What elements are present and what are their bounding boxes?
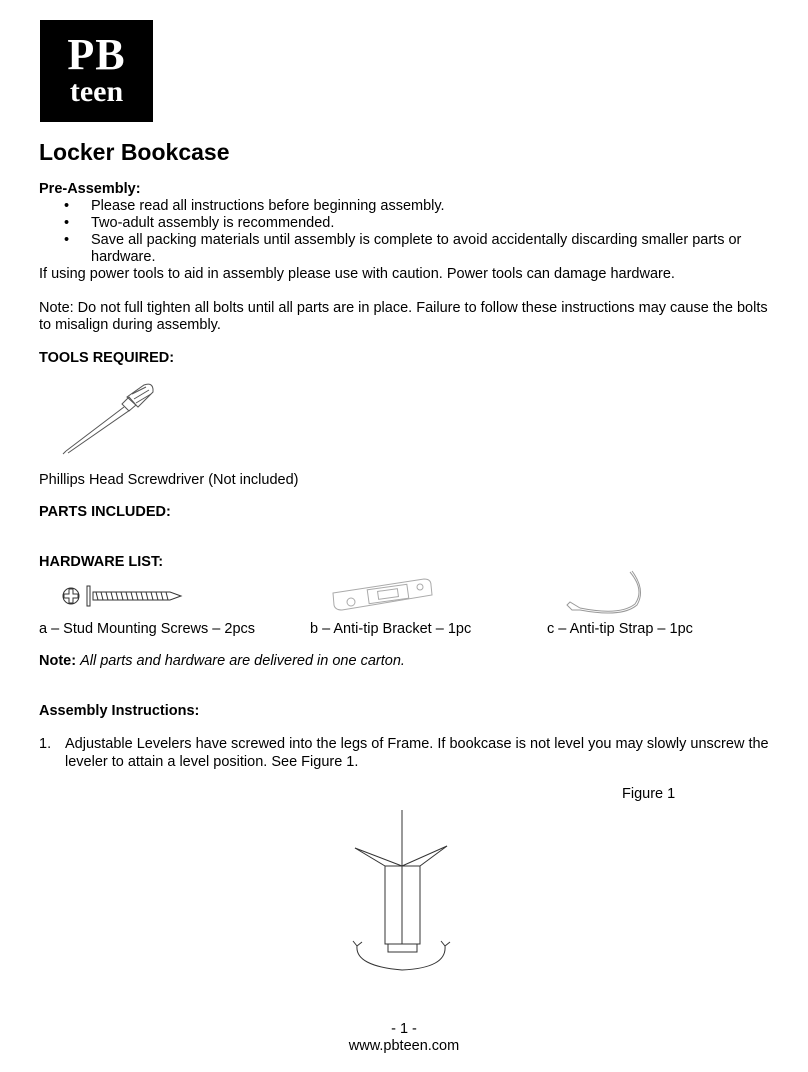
logo-text-pb: PB — [67, 30, 126, 79]
logo-text-teen: teen — [69, 75, 124, 108]
hardware-item-b: b – Anti-tip Bracket – 1pc — [310, 621, 472, 637]
assembly-heading: Assembly Instructions: — [39, 703, 200, 719]
parts-heading: PARTS INCLUDED: — [39, 504, 171, 520]
assembly-step — [39, 735, 779, 771]
hardware-note-text: All parts and hardware are delivered in one carton. — [80, 653, 405, 669]
step-number: 1. — [39, 736, 52, 752]
screwdriver-caption: Phillips Head Screwdriver (Not included) — [39, 472, 299, 488]
pre-assembly-heading: Pre-Assembly: — [39, 181, 141, 197]
page-title: Locker Bookcase — [39, 139, 230, 165]
page-number: - 1 - — [391, 1021, 417, 1037]
figure-label: Figure 1 — [622, 786, 676, 802]
hardware-heading: HARDWARE LIST: — [39, 554, 164, 570]
figure-1-leveler-diagram — [345, 808, 465, 978]
list-item: • Two-adult assembly is recommended. — [40, 215, 770, 232]
footer-url: www.pbteen.com — [348, 1038, 460, 1054]
list-item: • Please read all instructions before beginning assembly. — [40, 198, 770, 215]
strap-icon — [560, 568, 645, 618]
hardware-note-label: Note: — [39, 653, 77, 669]
screw-icon — [60, 583, 184, 609]
bolt-note: Note: Do not full tighten all bolts until all parts are in place. Failure to follow these instructions may cause the bolts to misalign during assembly. — [39, 300, 768, 333]
power-tools-note: If using power tools to aid in assembly please use with caution. Power tools can damage hardware. — [39, 266, 675, 282]
hardware-item-c: c – Anti-tip Strap – 1pc — [547, 621, 693, 637]
hardware-note — [39, 652, 405, 670]
bracket-icon — [328, 575, 438, 615]
hardware-item-a: a – Stud Mounting Screws – 2pcs — [39, 621, 256, 637]
pbteen-logo — [40, 20, 153, 122]
step-text: Adjustable Levelers have screwed into the legs of Frame. If bookcase is not level you may slowly unscrew the leveler to attain a level position. See Figure 1. — [65, 736, 769, 770]
pre-assembly-list — [40, 198, 770, 266]
tools-heading: TOOLS REQUIRED: — [39, 350, 175, 366]
list-item: • Save all packing materials until assembly is complete to avoid accidentally discarding smaller parts or hardware. — [40, 232, 770, 266]
screwdriver-icon — [60, 383, 160, 455]
